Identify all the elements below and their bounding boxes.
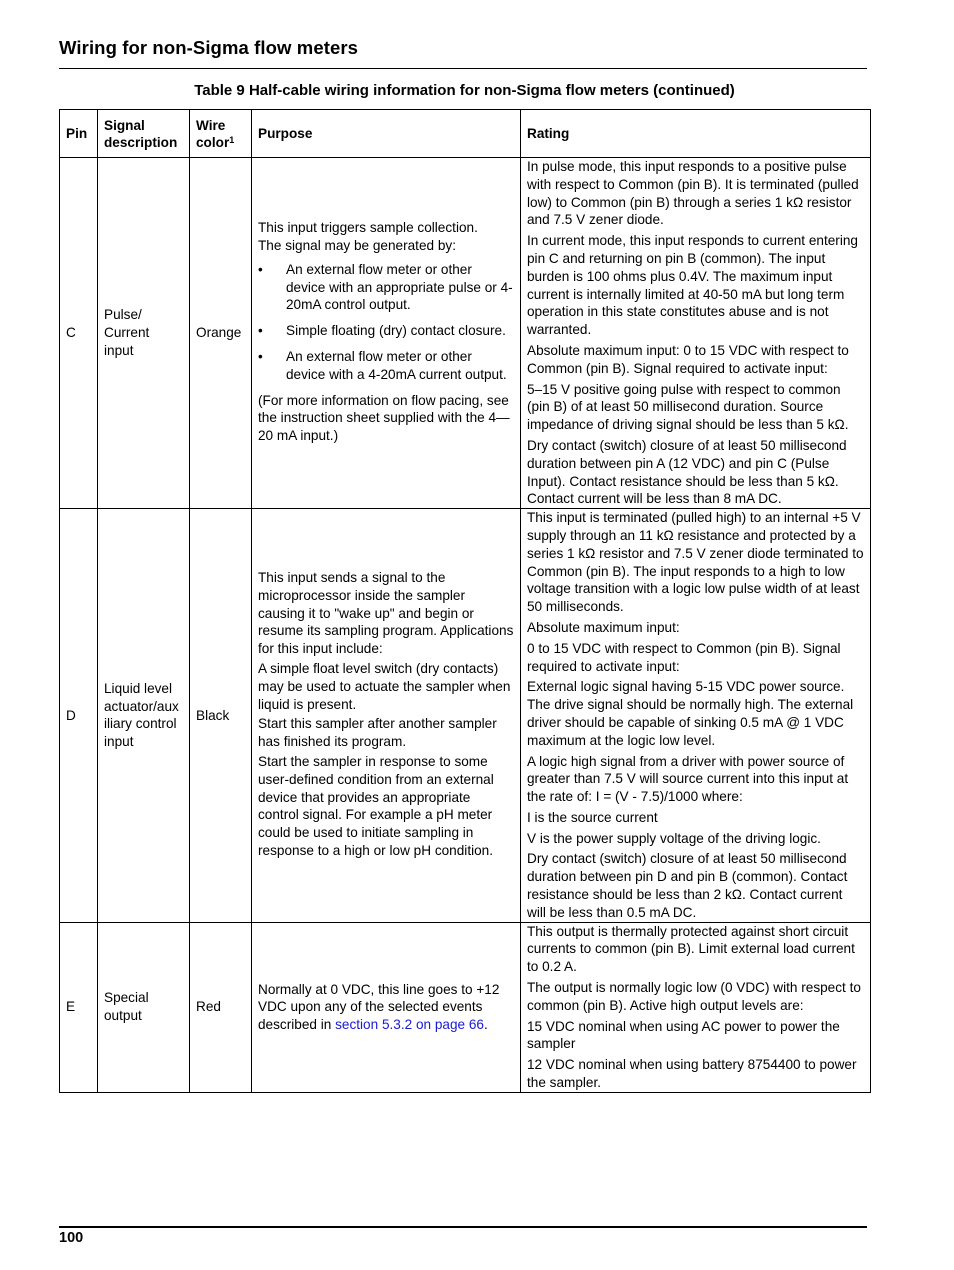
pin-cell: E [60,922,98,1092]
section-title: Wiring for non-Sigma flow meters [59,37,359,58]
rating-paragraph: I is the source current [527,809,658,825]
purpose-text: Normally at 0 VDC, this line goes to +12 VDC upon any of the selected events described in [258,981,500,1033]
wire-color-cell: Orange [190,158,252,509]
rating-paragraph: This output is thermally protected against short circuit currents to common (pin B). Limit external load current to 0.2 A. [527,923,855,975]
header-signal-description: Signal description [98,110,190,158]
pin-cell: C [60,158,98,509]
purpose-cell: Normally at 0 VDC, this line goes to +12 VDC upon any of the selected events described in section 5.3.2 on page 66. [252,922,521,1092]
rating-paragraph: V is the power supply voltage of the driving logic. [527,830,821,846]
pin-cell: D [60,509,98,923]
purpose-note: (For more information on flow pacing, see the instruction sheet supplied with the 4—20 mA input.) [258,392,510,444]
table-row-pin-d [60,509,871,923]
rating-paragraph: Dry contact (switch) closure of at least 50 millisecond duration between pin A (12 VDC) and pin C (Pulse Input). Contact resistance should be less than 5 kΩ. Contact current will be less than 8 mA DC. [527,437,847,507]
purpose-paragraph: Start this sampler after another sampler has finished its program. [258,716,497,750]
wire-color-cell: Black [190,509,252,923]
rating-paragraph: 5–15 V positive going pulse with respect to common (pin B) of at least 50 millisecond duration. Source impedance of driving signal should be less than 5 kΩ. [527,381,849,433]
purpose-cell [252,509,521,923]
bullet-icon: • [258,261,263,277]
rating-paragraph: Dry contact (switch) closure of at least 50 millisecond duration between pin D and pin B (common). Contact resistance should be less than 2 kΩ. Contact current will be less than 0.5 mA DC. [527,851,848,920]
signal-description-cell: Special output [98,922,190,1092]
purpose-cell [252,158,521,509]
rating-paragraph: Absolute maximum input: [527,619,680,635]
rating-paragraph: External logic signal having 5-15 VDC power source. The drive signal should be normally high. The external driver should be capable of sinking 0.5 mA @ 1 VDC maximum at the logic low level. [527,679,854,748]
table-caption: Table 9 Half-cable wiring information for non-Sigma flow meters (continued) [194,82,735,99]
header-pin: Pin [60,110,98,158]
table-header-row [60,110,871,158]
purpose-intro: This input triggers sample collection. The signal may be generated by: [258,220,478,253]
rating-paragraph: 15 VDC nominal when using AC power to power the sampler [527,1018,840,1052]
rating-paragraph: The output is normally logic low (0 VDC) with respect to common (pin B). Active high output levels are: [527,980,861,1013]
list-item: • An external flow meter or other device with a 4-20mA current output. [258,348,507,382]
purpose-bullet-list [258,261,514,384]
purpose-paragraph: A simple float level switch (dry contacts) may be used to actuate the sampler when liquid is present. [258,661,511,712]
table-row-pin-c [60,158,871,509]
rating-paragraph: 12 VDC nominal when using battery 8754400 to power the sampler. [527,1057,857,1091]
rating-paragraph: A logic high signal from a driver with power source of greater than 7.5 V will source current into this input at the rate of: I = (V - 7.5)/1000 where: [527,753,849,805]
wire-color-cell: Red [190,922,252,1092]
header-rule [59,68,867,69]
rating-paragraph: In current mode, this input responds to current entering pin C and returning on pin B (common). The input burden is 100 ohms plus 0.4V. The maximum input current is internally limited at 40-50 mA but long term operation in this state constitutes abuse and is not warranted. [527,233,858,338]
header-purpose: Purpose [252,110,521,158]
signal-description-cell: Liquid level actuator/aux iliary control input [98,509,190,923]
bullet-icon: • [258,348,263,364]
table-row-pin-e [60,922,871,1092]
rating-cell [521,158,871,509]
rating-paragraph: 0 to 15 VDC with respect to Common (pin B). Signal required to activate input: [527,640,841,674]
footer-rule [59,1226,867,1228]
bullet-icon: • [258,323,263,339]
footnote-marker: 1 [229,134,235,145]
rating-paragraph: This input is terminated (pulled high) to an internal +5 V supply through an 11 kΩ resistance and protected by a series 1 kΩ resistor and 7.5 V zener diode terminated to Common (pin B). The input responds to a high to low voltage transition with a logic low pulse width of at least 50 milliseconds. [527,510,864,615]
rating-paragraph: In pulse mode, this input responds to a positive pulse with respect to Common (pin B). It is terminated (pulled low) to Common (pin B) through a series 1 kΩ resistor and 7.5 V zener diode. [527,159,859,228]
purpose-paragraph: Start the sampler in response to some user-defined condition from an external device that provides an appropriate control signal. For example a pH meter could be used to initiate sampling in response to a high or low pH condition. [258,754,494,858]
signal-description-cell: Pulse/ Current input [98,158,190,509]
page-number: 100 [59,1230,84,1246]
list-item: • An external flow meter or other device with an appropriate pulse or 4-20mA control output. [258,261,513,313]
purpose-paragraph: This input sends a signal to the microprocessor inside the sampler causing it to "wake up" and begin or resume its sampling program. Applications for this input include: [258,570,514,657]
rating-cell [521,922,871,1092]
list-item: • Simple floating (dry) contact closure. [258,323,506,339]
wiring-table [59,109,871,1093]
header-rating: Rating [521,110,871,158]
section-cross-reference-link[interactable]: section 5.3.2 on page 66 [335,1017,484,1033]
rating-paragraph: Absolute maximum input: 0 to 15 VDC with respect to Common (pin B). Signal required to activate input: [527,342,849,376]
header-wire-color: Wire color$^1$ [190,110,252,158]
rating-cell [521,509,871,923]
